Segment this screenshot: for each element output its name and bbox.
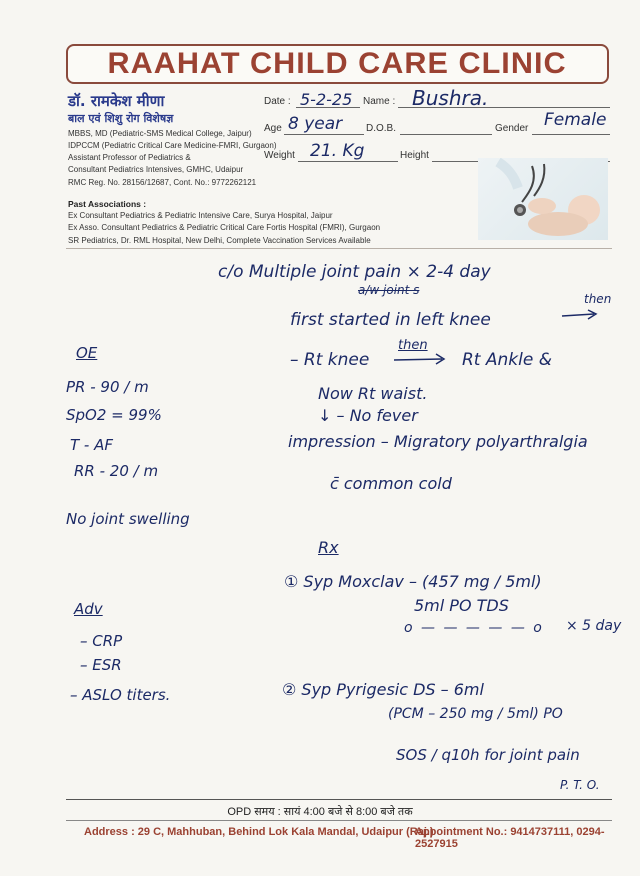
date-value: 5-2-25	[300, 90, 353, 109]
advice-item: – ASLO titers.	[70, 686, 171, 704]
past-association-line: Ex Consultant Pediatrics & Pediatric Intensive Care, Surya Hospital, Jaipur	[68, 211, 333, 220]
exam-finding: No joint swelling	[66, 510, 190, 528]
vital-pulse: PR - 90 / m	[66, 378, 149, 396]
age-label: Age	[264, 123, 282, 134]
then-note-1: then	[584, 292, 612, 306]
dob-line	[400, 134, 492, 135]
past-associations-title: Past Associations :	[68, 199, 147, 209]
arrow-icon	[560, 308, 600, 322]
past-association-line: SR Pediatrics, Dr. RML Hospital, New Delhi, Complete Vaccination Services Available	[68, 236, 371, 245]
credential-line: RMC Reg. No. 28156/12687, Cont. No.: 9772262121	[68, 178, 257, 187]
appointment-numbers: Appointment No.: 9414737111, 0294-2527915	[415, 826, 605, 850]
clinic-name: RAAHAT CHILD CARE CLINIC	[107, 47, 568, 80]
gender-label: Gender	[495, 123, 529, 134]
footer-divider	[66, 799, 612, 800]
age-value: 8 year	[288, 114, 343, 134]
rx-symbol: Rx	[318, 538, 339, 557]
history-line-4: ↓ – No fever	[318, 406, 418, 425]
credential-line: Consultant Pediatrics Intensives, GMHC, Udaipur	[68, 165, 244, 174]
history-line-2: – Rt knee	[290, 350, 370, 370]
baby-with-stethoscope-image	[478, 158, 608, 240]
impression-line-2: c̄ common cold	[330, 474, 452, 493]
name-label: Name :	[363, 96, 396, 107]
oe-heading: OE	[76, 344, 98, 362]
medication-1-schedule: o — — — — — o	[404, 620, 544, 636]
medication-1: ① Syp Moxclav – (457 mg / 5ml)	[284, 572, 542, 591]
clinic-name-banner	[66, 44, 609, 84]
medication-2-sos: SOS / q10h for joint pain	[396, 746, 580, 764]
date-label: Date :	[264, 96, 291, 107]
then-note-2: then	[398, 338, 428, 353]
medication-1-duration: × 5 day	[566, 618, 622, 634]
address-divider	[66, 820, 612, 821]
doctor-name: डॉ. रामकेश मीणा	[68, 92, 165, 110]
arrow-icon	[392, 352, 452, 366]
header-divider	[66, 248, 612, 249]
struck-text: a/w joint s	[358, 283, 420, 297]
pto-note: P. T. O.	[560, 778, 600, 792]
impression: impression – Migratory polyarthralgia	[288, 432, 588, 451]
advice-item: – ESR	[80, 656, 122, 674]
credential-line: MBBS, MD (Pediatric-SMS Medical College, Jaipur)	[68, 129, 252, 138]
weight-value: 21. Kg	[310, 141, 365, 161]
history-line-2b: Rt Ankle &	[462, 350, 552, 370]
gender-line	[532, 134, 610, 135]
gender-value: Female	[544, 110, 607, 130]
past-association-line: Ex Asso. Consultant Pediatrics & Pediatric Critical Care Fortis Hospital (FMRI), Gurgaon	[68, 223, 381, 232]
age-line	[284, 134, 364, 135]
history-line-3: Now Rt waist.	[318, 384, 428, 403]
medication-1-dose: 5ml PO TDS	[414, 596, 509, 615]
vital-temp: T - AF	[70, 436, 114, 454]
weight-label: Weight	[264, 150, 295, 161]
name-value: Bushra.	[412, 86, 489, 110]
advice-heading: Adv	[74, 600, 103, 618]
opd-timing: OPD समय : सायं 4:00 बजे से 8:00 बजे तक	[227, 806, 413, 818]
history-line-1: first started in left knee	[290, 310, 491, 330]
medication-2-detail: (PCM – 250 mg / 5ml) PO	[388, 706, 563, 722]
doctor-specialty: बाल एवं शिशु रोग विशेषज्ञ	[68, 112, 174, 125]
weight-line	[298, 161, 398, 162]
vital-spo2: SpO2 = 99%	[66, 406, 162, 424]
vital-rr: RR - 20 / m	[74, 462, 159, 480]
credential-line: Assistant Professor of Pediatrics &	[68, 153, 191, 162]
dob-label: D.O.B.	[366, 123, 397, 134]
height-label: Height	[400, 150, 429, 161]
chief-complaint: c/o Multiple joint pain × 2-4 day	[218, 262, 491, 282]
clinic-address: Address : 29 C, Mahhuban, Behind Lok Kala Mandal, Udaipur (Raj.)	[84, 826, 434, 838]
advice-item: – CRP	[80, 632, 123, 650]
medication-2: ② Syp Pyrigesic DS – 6ml	[282, 680, 484, 699]
credential-line: IDPCCM (Pediatric Critical Care Medicine-FMRI, Gurgaon)	[68, 141, 277, 150]
